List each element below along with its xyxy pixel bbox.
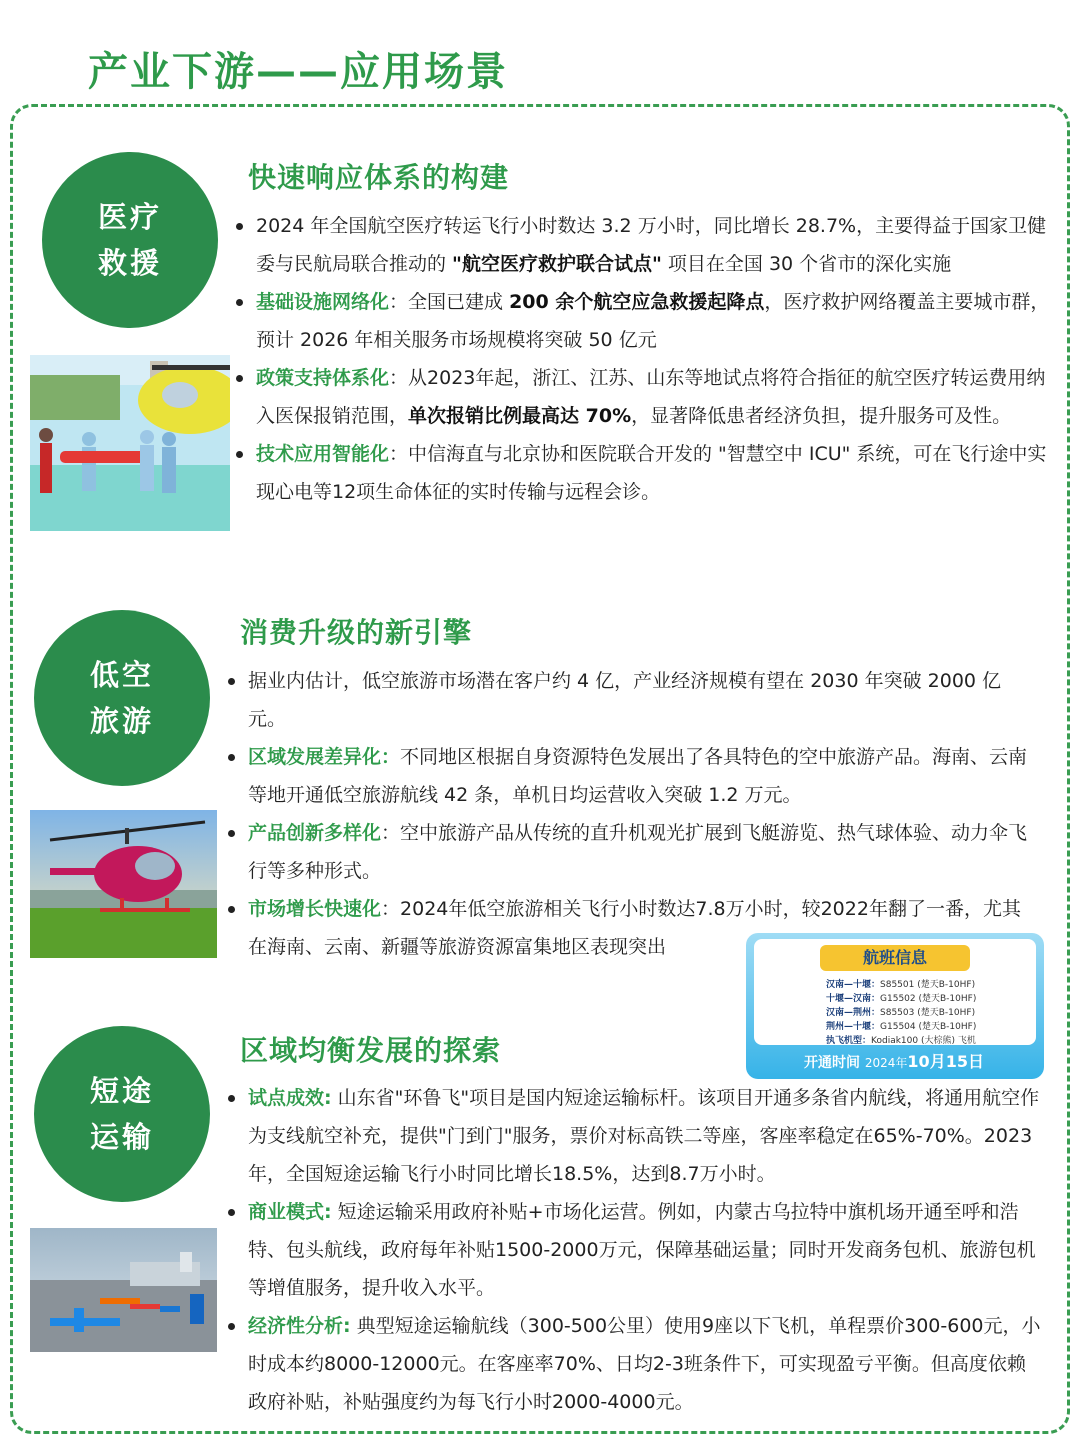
flight-number: G15502 <box>880 994 916 1004</box>
flight-aircraft: (大棕熊) 飞机 <box>920 1036 976 1046</box>
flight-number: S85501 <box>880 980 915 990</box>
flight-route: 十堰—汉南： <box>826 994 881 1004</box>
bullet-keyword: 经济性分析: <box>248 1315 351 1337</box>
bullet-item <box>234 435 1056 511</box>
open-year: 2024年 <box>864 1056 908 1070</box>
circle-line-1: 低空 <box>89 658 154 692</box>
bullet-text: 典型短途运输航线（300-500公里）使用9座以下飞机，单程票价300-600元，小时成本约8000-12000元。在客座率70%、日均2-3班条件下，可实现盈亏平衡。但高度依赖政府补贴，补贴强度约为每飞行小时2000-4000元。 <box>248 1315 1041 1413</box>
open-label: 开通时间 <box>804 1055 860 1071</box>
bullet-text: 山东省"环鲁飞"项目是国内短途运输标杆。该项目开通多条省内航线，将通用航空作为支线航空补充，提供"门到门"服务，票价对标高铁二等座，客座率稳定在65%-70%。2023年，全国短途运输飞行小时同比增长18.5%，达到8.7万小时。 <box>248 1087 1040 1185</box>
flight-number: Kodiak100 <box>871 1036 919 1046</box>
flight-aircraft: (楚天B-10HF) <box>917 980 976 990</box>
circle-medical-rescue <box>42 152 218 328</box>
bullet-keyword: 市场增长快速化 <box>248 898 382 920</box>
circle-line-1: 短途 <box>89 1074 154 1108</box>
sightseeing-helicopter-photo <box>30 810 217 958</box>
bullet-keyword: 商业模式: <box>248 1201 332 1223</box>
bullet-keyword: 基础设施网络化 <box>256 291 390 313</box>
flight-row <box>826 977 975 990</box>
bullet-keyword: 试点成效: <box>248 1087 332 1109</box>
bullet-item <box>234 359 1056 435</box>
circle-low-altitude-tourism <box>34 610 210 786</box>
flight-info-panel <box>754 939 1036 1045</box>
flight-route: 荆州—十堰： <box>826 1022 881 1032</box>
flight-aircraft: (楚天B-10HF) <box>918 1022 977 1032</box>
bullet-keyword: 技术应用智能化 <box>256 443 390 465</box>
open-monthday: 10月15日 <box>907 1052 984 1071</box>
bullet-text: ：从2023年起，浙江、江苏、山东等地试点将符合指征的航空医疗转运费用纳入医保报销范围， <box>256 367 1046 427</box>
flight-number: G15504 <box>880 1022 916 1032</box>
bullet-item <box>226 1307 1042 1421</box>
section-heading: 区域均衡发展的探索 <box>240 1034 502 1067</box>
circle-line-1: 医疗 <box>97 200 162 234</box>
circle-line-2: 救援 <box>97 246 162 280</box>
circle-line-2: 旅游 <box>89 704 154 738</box>
bullet-item <box>226 1079 1042 1193</box>
bullet-item <box>226 662 1038 738</box>
bullet-keyword: 产品创新多样化 <box>248 822 382 844</box>
bullet-text: ：中信海直与北京协和医院联合开发的 "智慧空中 ICU" 系统，可在飞行途中实现心电等12项生命体征的实时传输与远程会诊。 <box>256 443 1047 503</box>
flight-row <box>826 991 976 1004</box>
helicopter-photo <box>30 355 230 531</box>
bullet-emphasis: 单次报销比例最高达 70% <box>408 405 632 427</box>
bullet-text: 短途运输采用政府补贴+市场化运营。例如，内蒙古乌拉特中旗机场开通至呼和浩特、包头航线，政府每年补贴1500-2000万元，保障基础运量；同时开发商务包机、旅游包机等增值服务，提升收入水平。 <box>248 1201 1036 1299</box>
bullet-item <box>226 1193 1042 1307</box>
flight-row <box>826 1019 976 1032</box>
flight-route: 汉南—十堰： <box>826 980 881 990</box>
bullet-keyword: 区域发展差异化： <box>248 746 401 768</box>
bullet-text: 据业内估计，低空旅游市场潜在客户约 4 亿，产业经济规模有望在 2030 年突破 2000 亿元。 <box>248 670 1002 730</box>
bullet-text: ，医疗救护网络覆盖主要城市群，预计 2026 年相关服务市场规模将突破 50 亿元 <box>256 291 1050 351</box>
flight-route: 汉南—荆州： <box>826 1008 881 1018</box>
bullet-item <box>234 207 1056 283</box>
bullet-item <box>234 283 1056 359</box>
bullet-item <box>226 814 1038 890</box>
section-heading: 快速响应体系的构建 <box>248 161 510 194</box>
bullet-text: ：空中旅游产品从传统的直升机观光扩展到飞艇游览、热气球体验、动力伞飞行等多种形式。 <box>248 822 1028 882</box>
bullet-list <box>234 207 1056 511</box>
flight-number: S85503 <box>880 1008 915 1018</box>
flight-aircraft: (楚天B-10HF) <box>918 994 977 1004</box>
bullet-text: 不同地区根据自身资源特色发展出了各具特色的空中旅游产品。海南、云南等地开通低空旅游航线 42 条，单机日均运营收入突破 1.2 万元。 <box>248 746 1028 806</box>
flight-info-title: 航班信息 <box>820 945 970 971</box>
circle-short-haul-transport <box>34 1026 210 1202</box>
bullet-list <box>226 662 1038 966</box>
airport-apron-photo <box>30 1228 217 1352</box>
bullet-text: 项目在全国 30 个省市的深化实施 <box>661 253 952 275</box>
page-title: 产业下游——应用场景 <box>88 49 508 95</box>
flight-row <box>826 1033 976 1046</box>
bullet-keyword: 政策支持体系化 <box>256 367 390 389</box>
flight-row <box>826 1005 975 1018</box>
bullet-emphasis: "航空医疗救护联合试点" <box>452 253 662 275</box>
bullet-list <box>226 1079 1042 1421</box>
bullet-emphasis: 200 余个航空应急救援起降点 <box>509 291 765 313</box>
bullet-item <box>226 738 1038 814</box>
flight-route: 执飞机型： <box>826 1036 872 1046</box>
bullet-text: 2024 年全国航空医疗转运飞行小时数达 3.2 万小时，同比增长 28.7%，主要得益于国家卫健委与民航局联合推动的 <box>256 215 1047 275</box>
bullet-text: ：全国已建成 <box>389 291 510 313</box>
bullet-text: ，显著降低患者经济负担，提升服务可及性。 <box>631 405 1012 427</box>
flight-open-date <box>804 1049 984 1072</box>
bullet-text: ：2024年低空旅游相关飞行小时数达7.8万小时，较2022年翻了一番，尤其在海南、云南、新疆等旅游资源富集地区表现突出 <box>248 898 1021 958</box>
flight-aircraft: (楚天B-10HF) <box>917 1008 976 1018</box>
section-heading: 消费升级的新引擎 <box>240 616 473 649</box>
circle-line-2: 运输 <box>89 1120 154 1154</box>
flight-info-card <box>746 933 1044 1079</box>
